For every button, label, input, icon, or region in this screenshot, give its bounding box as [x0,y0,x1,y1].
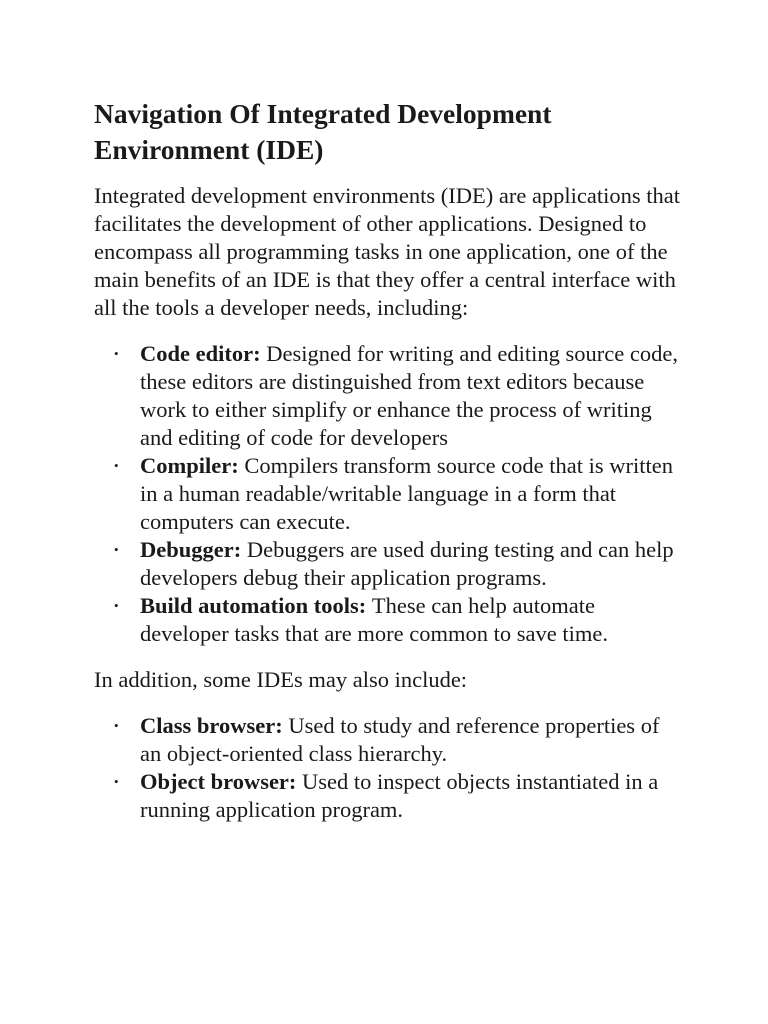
intro-paragraph: Integrated development environments (IDE) are applications that facilitates the development of other applications. Designed to encompass all programming tasks in one application, one of the main benefits of an IDE is that they offer a central interface with all the tools a developer needs, including: [94,183,681,320]
list-item-term: Class browser: [140,713,289,738]
list-item-description: Used to study and reference properties of an object-oriented class hierarchy. [140,713,660,766]
bullet-icon: • [114,774,119,789]
list-item-description: Compilers transform source code that is written in a human readable/writable language in a form that computers can execute. [140,453,674,534]
list-item-term: Code editor: [140,341,267,366]
list-item-description: Used to inspect objects instantiated in a running application program. [140,769,659,822]
document-title: Navigation Of Integrated Development Environment (IDE) [94,98,552,165]
list-item-description: Debuggers are used during testing and can help developers debug their application programs. [140,537,674,590]
ide-extras-list [94,712,684,824]
bullet-icon: • [114,346,119,361]
bullet-icon: • [114,458,119,473]
list-item-object-browser [94,768,684,824]
document-page [94,96,684,842]
list-item-compiler [94,452,684,536]
list-item-description: Designed for writing and editing source code, these editors are distinguished from text editors because work to either simplify or enhance the process of writing and editing of code for developers [140,341,678,450]
list-item-term: Compiler: [140,453,245,478]
list-item-code-editor [94,340,684,452]
list-item-description: These can help automate developer tasks that are more common to save time. [140,593,608,646]
list-item-build-automation [94,592,684,648]
list-item-debugger [94,536,684,592]
bullet-icon: • [114,542,119,557]
ide-tools-list [94,340,684,648]
bullet-icon: • [114,598,119,613]
list-item-term: Object browser: [140,769,303,794]
list-item-term: Build automation tools: [140,593,372,618]
list-item-class-browser [94,712,684,768]
addition-paragraph: In addition, some IDEs may also include: [94,667,468,692]
bullet-icon: • [114,718,119,733]
list-item-term: Debugger: [140,537,247,562]
